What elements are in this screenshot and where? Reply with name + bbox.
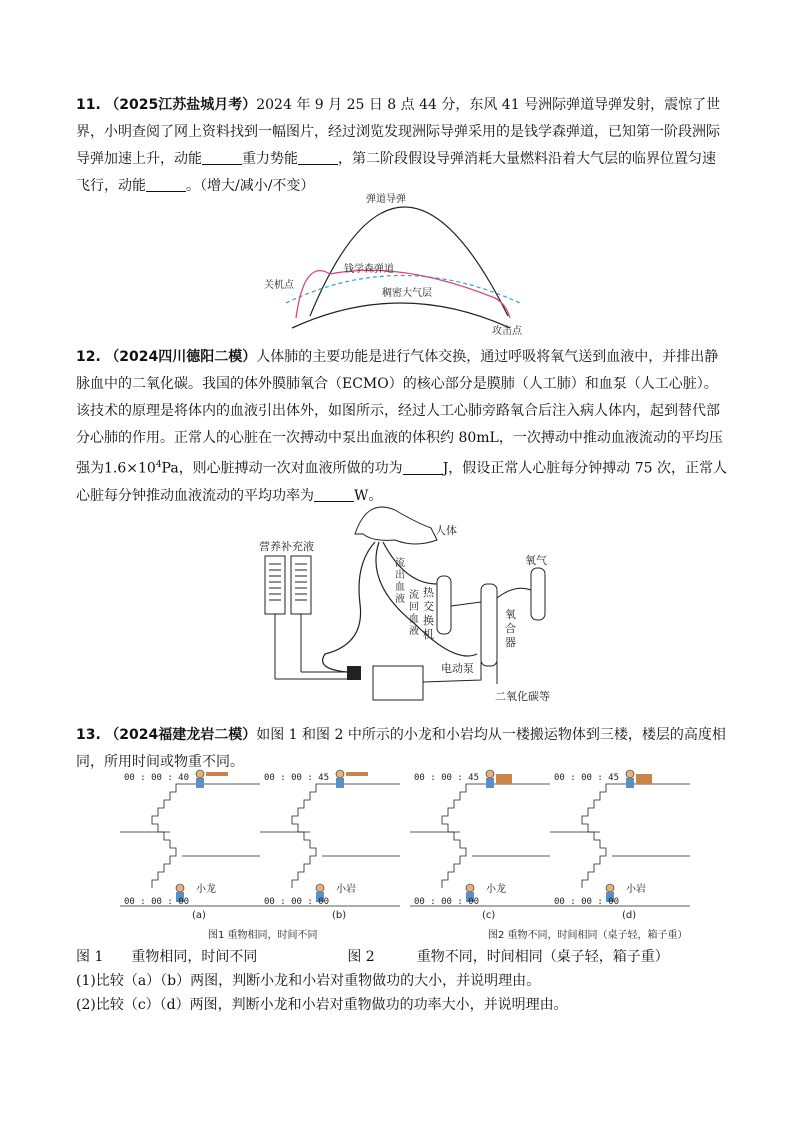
person-name: 小岩 (336, 884, 356, 895)
svg-text:机: 机 (423, 628, 434, 641)
svg-text:换: 换 (423, 614, 434, 627)
panel-tag: (d) (622, 910, 637, 921)
subquestion-2: (2)比较（c）（d）两图，判断小龙和小岩对重物做功的功率大小，并说明理由。 (76, 997, 568, 1013)
label-return (409, 588, 419, 637)
label-oxygenator (505, 607, 516, 649)
label-hit: 攻击点 (492, 326, 522, 337)
person-name: 小龙 (196, 884, 216, 895)
earth-surface (292, 303, 510, 328)
label-top: 弹道导弹 (366, 194, 406, 205)
ballistic-trajectory (310, 207, 508, 316)
pressure-value: 1.6×10 (104, 460, 156, 477)
person-icon (606, 884, 614, 892)
nutrient-bag (291, 556, 311, 614)
nutrient-bag (265, 556, 285, 614)
electric-pump (373, 666, 423, 700)
time-bottom: 00 : 00 : 00 (124, 897, 190, 907)
label-body: 人体 (435, 524, 457, 537)
label-edge: 稠密大气层 (382, 288, 432, 299)
staircase (442, 784, 472, 888)
label-pump: 电动泵 (441, 662, 474, 675)
answer-blank[interactable] (202, 150, 242, 165)
label-shut: 关机点 (264, 280, 294, 291)
time-top: 00 : 00 : 45 (554, 773, 620, 783)
time-bottom: 00 : 00 : 00 (414, 897, 480, 907)
question-source: （2025江苏盐城月考） (105, 97, 257, 113)
svg-text:流: 流 (409, 590, 419, 601)
answer-blank[interactable] (146, 177, 186, 192)
person-icon (176, 884, 184, 892)
stair-panel (120, 770, 260, 921)
question-number: 13. (76, 727, 101, 743)
panel-tag: (a) (192, 910, 206, 921)
heat-exchanger (437, 576, 451, 634)
time-top: 00 : 00 : 40 (124, 773, 190, 783)
stairs-figure (120, 770, 700, 942)
stair-panel (260, 770, 400, 921)
person-name: 小岩 (626, 884, 646, 895)
panel-tag: (b) (332, 910, 347, 921)
question-text: 2024 年 9 月 25 日 8 点 44 分，东风 41 号洲际弹道导弹发射，震惊了世界，小明查阅了网上资料找到一幅图片，经过浏览发现洲际导弹采用的是钱学森弹道，已知第一阶段洲际导弹加速上升，动能 (76, 97, 721, 167)
person-name: 小龙 (486, 884, 506, 895)
question-text: J，假设正常人心脏每分钟搏动 75 次，正常人心脏每分钟推动血液流动的平均功率为 (76, 460, 728, 504)
panel-tag: (c) (482, 910, 496, 921)
question-11 (76, 92, 728, 200)
oxygen-tank (531, 568, 545, 620)
staircase (152, 784, 182, 888)
person-icon (316, 884, 324, 892)
svg-text:液: 液 (409, 626, 419, 637)
trajectory-figure (264, 188, 540, 338)
svg-text:交: 交 (423, 600, 434, 613)
label-nutrient: 营养补充液 (259, 540, 314, 553)
answer-blank[interactable] (298, 150, 338, 165)
subquestion-1: (1)比较（a）（b）两图，判断小龙和小岩对重物做功的大小，并说明理由。 (76, 973, 541, 989)
question-number: 11. (76, 97, 101, 113)
svg-text:出: 出 (395, 570, 405, 581)
label-co2: 二氧化碳等 (495, 690, 550, 703)
svg-text:流: 流 (395, 558, 405, 569)
log-icon (206, 772, 228, 776)
person-icon (196, 778, 204, 788)
svg-text:热: 热 (423, 586, 434, 599)
svg-text:氧: 氧 (505, 608, 516, 621)
label-heat (423, 585, 435, 641)
question-text: W。 (354, 487, 383, 504)
box-icon (636, 774, 652, 784)
question-source: （2024四川德阳二模） (105, 349, 257, 365)
time-bottom: 00 : 00 : 00 (554, 897, 620, 907)
question-number: 12. (76, 349, 101, 365)
time-bottom: 00 : 00 : 00 (264, 897, 330, 907)
figure2-legend: 图 2 重物不同，时间相同（桌子轻，箱子重） (347, 949, 669, 965)
label-outflow (395, 556, 405, 605)
figure1-caption: 图1 重物相同，时间不同 (208, 930, 318, 941)
svg-text:器: 器 (505, 636, 516, 649)
staircase (292, 784, 322, 888)
time-top: 00 : 00 : 45 (414, 773, 480, 783)
figure2-caption: 图2 重物不同，时间相同（桌子轻，箱子重） (488, 930, 688, 941)
oxygenator (481, 584, 497, 666)
person-icon (336, 778, 344, 788)
svg-text:血: 血 (409, 614, 419, 625)
question-text: ，则心脏搏动一次对血液所做的功为 (178, 460, 403, 477)
label-oxygen: 氧气 (525, 554, 547, 567)
pressure-exponent: 4 (155, 460, 162, 470)
question-text: 重力势能 (242, 151, 298, 167)
log-icon (346, 772, 368, 776)
ecmo-figure (255, 494, 575, 704)
time-top: 00 : 00 : 45 (264, 773, 330, 783)
table-icon (496, 774, 512, 784)
svg-text:液: 液 (395, 594, 405, 605)
person-icon (196, 770, 204, 778)
question-source: （2024福建龙岩二模） (105, 727, 257, 743)
question-text: 人体肺的主要功能是进行气体交换，通过呼吸将氧气送到血液中，并排出静脉血中的二氧化碳。我国的体外膜肺氧合（ECMO）的核心部分是膜肺（人工肺）和血泵（人工心脏）。该技术的原理是将体内的血液引出体外，如图所示，经过人工心肺旁路氧合后注入病人体内，起到替代部分心肺的作用。正常人的心脏在一次搏动中泵出血液的体积约 80mL，一次搏动中推动血液流动的平均压强为 (76, 349, 723, 477)
stair-panel (550, 770, 690, 921)
person-icon (466, 884, 474, 892)
answer-blank[interactable] (403, 460, 443, 475)
person-icon (486, 770, 494, 778)
patient-body (355, 507, 437, 544)
question-text: 。（增大/减小/不变） (186, 178, 315, 194)
question-12 (76, 344, 728, 510)
figure1-legend: 图 1 重物相同，时间不同 (76, 949, 258, 965)
stair-panel (410, 770, 550, 921)
person-icon (626, 778, 634, 788)
label-qian: 钱学森弹道 (344, 264, 394, 275)
question-13 (76, 722, 728, 776)
person-icon (626, 770, 634, 778)
svg-text:血: 血 (395, 582, 405, 593)
person-icon (486, 778, 494, 788)
question-text: 如图 1 和图 2 中所示的小龙和小岩均从一楼搬运物体到三楼，楼层的高度相同，所用时间或物重不同。 (76, 727, 726, 770)
staircase (582, 784, 612, 888)
question-text: ，第二阶段假设导弹消耗大量燃料沿着大气层的临界位置匀速飞行，动能 (76, 151, 716, 194)
figure-legend-row (76, 946, 728, 968)
person-icon (336, 770, 344, 778)
pressure-unit: Pa (161, 460, 179, 477)
svg-text:合: 合 (505, 622, 516, 635)
svg-text:回: 回 (409, 602, 419, 613)
